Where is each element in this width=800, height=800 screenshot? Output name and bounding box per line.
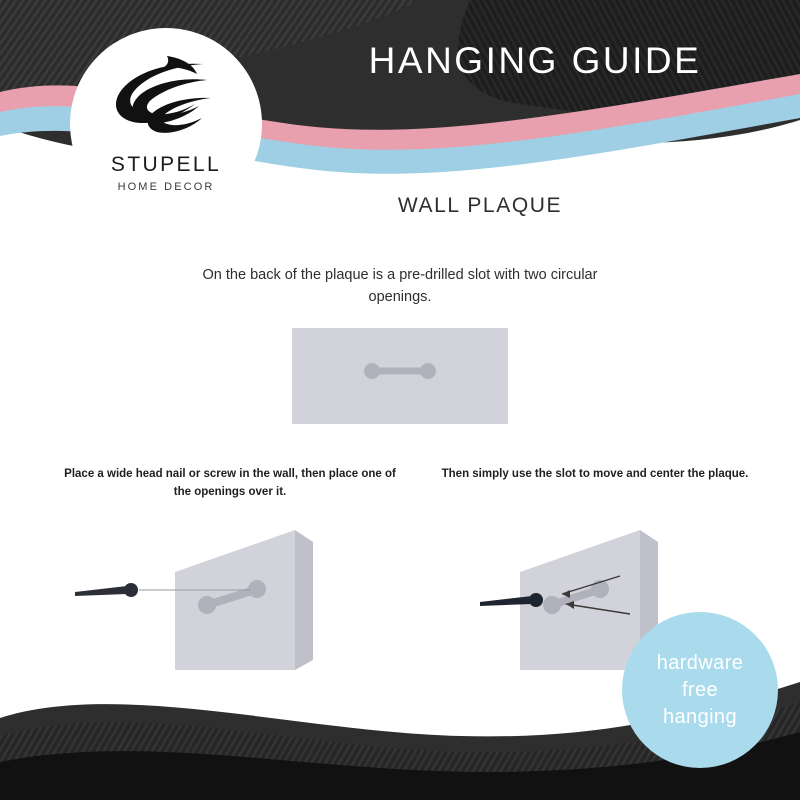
brand-name: STUPELL: [110, 152, 222, 176]
page-title: HANGING GUIDE: [368, 40, 702, 81]
keyhole-slot-graphic: [292, 328, 508, 424]
step-left-instruction: Place a wide head nail or screw in the wall, then place one of the openings over it.: [64, 468, 396, 498]
swoosh-logo-icon: [107, 56, 225, 148]
badge-line-3: hanging: [663, 705, 737, 728]
step-right-instruction: Then simply use the slot to move and center the plaque.: [441, 468, 749, 480]
badge-line-2: free: [681, 678, 719, 701]
intro-instruction: On the back of the plaque is a pre-drilled slot with two circular openings.: [202, 267, 598, 306]
brand-tagline: HOME DECOR: [117, 180, 215, 193]
plaque-back-diagram: [292, 328, 508, 424]
page-subtitle: WALL PLAQUE: [397, 194, 563, 217]
hardware-free-badge: [622, 612, 778, 768]
badge-line-1: hardware: [656, 651, 744, 674]
brand-logo-badge: [70, 28, 262, 220]
